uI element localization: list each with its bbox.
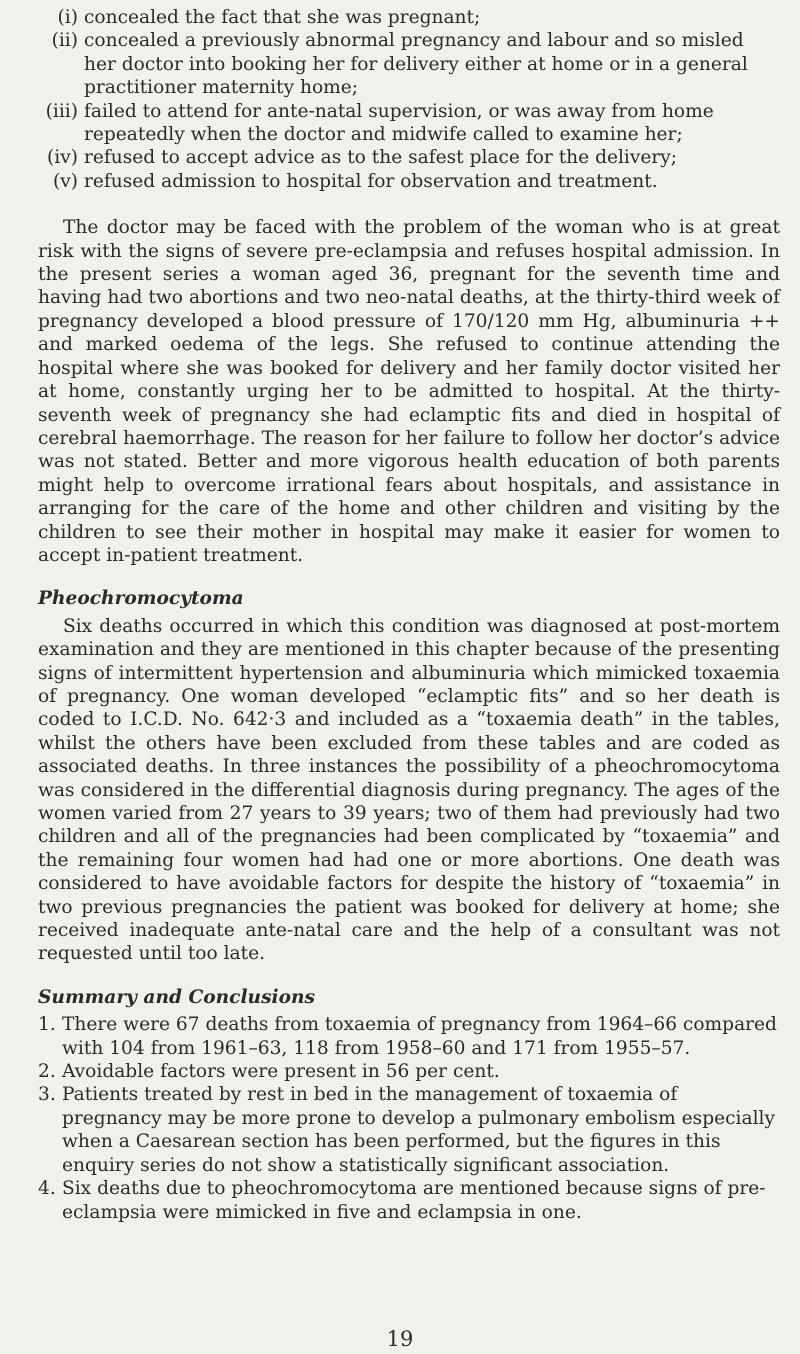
list-item-text: concealed a previously abnormal pregnancy and labour and so misled her doctor into booking her for delivery either at home or in a general practitioner maternity home; bbox=[84, 30, 748, 99]
list-marker: (iv) bbox=[47, 147, 78, 169]
list-marker: 4. bbox=[38, 1178, 56, 1200]
list-item-text: failed to attend for ante-natal supervision, or was away from home repeatedly when the doctor and midwife called to examine her; bbox=[84, 100, 714, 146]
list-item bbox=[38, 1013, 780, 1060]
list-item-text: Six deaths due to pheochromocytoma are mentioned because signs of pre-eclampsia were mimicked in five and eclampsia in one. bbox=[62, 1178, 766, 1223]
list-marker: 2. bbox=[38, 1061, 56, 1083]
section-heading-summary: Summary and Conclusions bbox=[38, 986, 315, 1008]
list-item-text: There were 67 deaths from toxaemia of pregnancy from 1964–66 compared with 104 from 1961–63, 118 from 1958–60 and 171 from 1955–57. bbox=[62, 1014, 777, 1059]
list-marker: (i) bbox=[57, 7, 78, 28]
section-heading-pheochromocytoma: Pheochromocytoma bbox=[38, 588, 244, 610]
list-item-text: refused to accept advice as to the safest place for the delivery; bbox=[84, 147, 678, 169]
list-marker: (ii) bbox=[51, 30, 78, 52]
roman-list bbox=[38, 6, 780, 193]
list-marker: 1. bbox=[38, 1014, 56, 1036]
list-item bbox=[38, 6, 780, 29]
paragraph-risk-case: The doctor may be faced with the problem of the woman who is at great risk with the signs of severe pre-eclampsia and refuses hospital admission. In the present series a woman aged 36, pregnant for the seventh time and having had two abortions and two neo-natal deaths, at the thirty-third week of pregnancy developed a blood pressure of 170/120 mm Hg, albuminuria ++ and marked oedema of the legs. She refused to continue attending the hospital where she was booked for delivery and her family doctor visited her at home, constantly urging her to be admitted to hospital. At the thirty-seventh week of pregnancy she had eclamptic fits and died in hospital of cerebral haemorrhage. The reason for her failure to follow her doctor’s advice was not stated. Better and more vigorous health education of both parents might help to overcome irrational fears about hospitals, and assistance in arranging for the care of the home and other children and visiting by the children to see their mother in hospital may make it easier for women to accept in-patient treatment. bbox=[38, 217, 780, 566]
summary-list bbox=[38, 1013, 780, 1224]
list-marker: 3. bbox=[38, 1084, 56, 1106]
list-marker: (v) bbox=[52, 170, 78, 192]
list-item bbox=[38, 1060, 780, 1083]
list-marker: (iii) bbox=[45, 100, 78, 122]
list-item bbox=[38, 170, 780, 193]
list-item bbox=[38, 1177, 780, 1224]
list-item-text: Avoidable factors were present in 56 per cent. bbox=[62, 1061, 500, 1083]
list-item bbox=[38, 100, 780, 147]
list-item-text: Patients treated by rest in bed in the management of toxaemia of pregnancy may be more prone to develop a pulmonary embolism especially when a Caesarean section has been performed, but the figures in this enquiry series do not show a statistically significant association. bbox=[62, 1084, 775, 1176]
list-item-text: concealed the fact that she was pregnant; bbox=[84, 7, 481, 28]
list-item bbox=[38, 1083, 780, 1177]
list-item bbox=[38, 29, 780, 99]
page-number: 19 bbox=[386, 1327, 414, 1351]
page-content bbox=[38, 6, 780, 1224]
list-item bbox=[38, 146, 780, 169]
paragraph-pheochromocytoma: Six deaths occurred in which this condition was diagnosed at post-mortem examination and they are mentioned in this chapter because of the presenting signs of intermittent hypertension and albuminuria which mimicked toxaemia of pregnancy. One woman developed “eclamptic fits” and so her death is coded to I.C.D. No. 642·3 and included as a “toxaemia death” in the tables, whilst the others have been excluded from these tables and are coded as associated deaths. In three instances the possibility of a pheochromocytoma was considered in the differential diagnosis during pregnancy. The ages of the women varied from 27 years to 39 years; two of them had previously had two children and all of the pregnancies had been complicated by “toxaemia” and the remaining four women had had one or more abortions. One death was considered to have avoidable factors for despite the history of “toxaemia” in two previous pregnancies the patient was booked for delivery at home; she received inadequate ante-natal care and the help of a consultant was not requested until too late. bbox=[38, 615, 780, 965]
list-item-text: refused admission to hospital for observation and treatment. bbox=[84, 170, 658, 192]
